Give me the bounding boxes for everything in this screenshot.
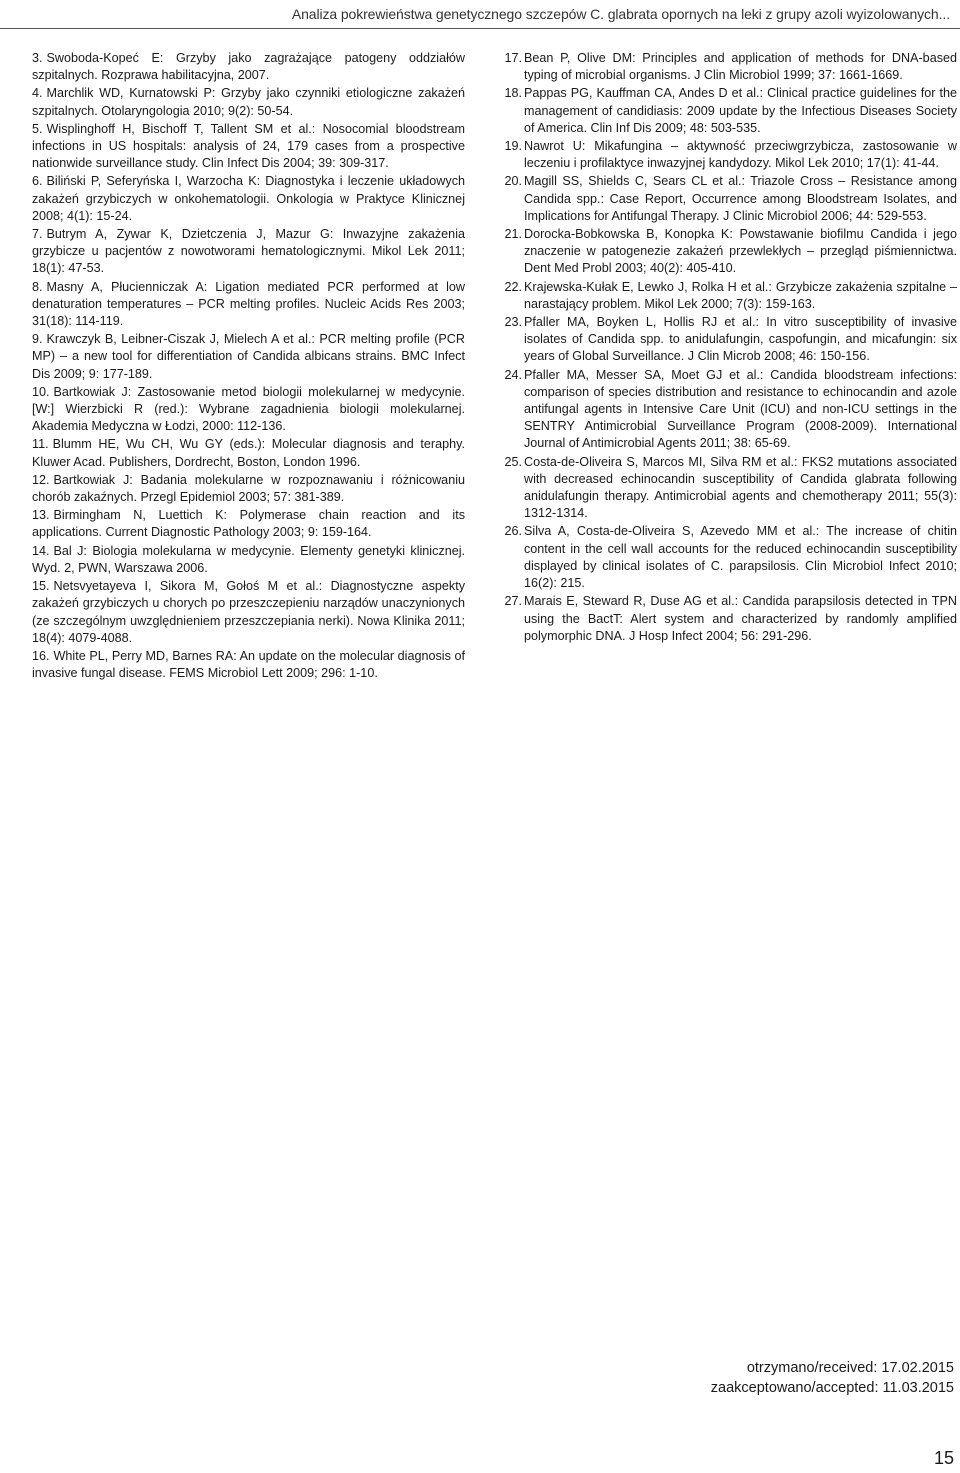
running-header-title: Analiza pokrewieństwa genetycznego szczepów C. glabrata opornych na leki z grupy azoli wyizolowanych... xyxy=(291,6,950,22)
reference-item: 19. Nawrot U: Mikafungina – aktywność przeciwgrzybicza, zastosowanie w leczeniu i profilaktyce inwazyjnej kandydozy. Mikol Lek 2010; 17(1): 41-44. xyxy=(504,139,957,171)
reference-item: 5. Wisplinghoff H, Bischoff T, Tallent SM et al.: Nosocomial bloodstream infections in US hospitals: analysis of 24, 179 cases from a prospective nationwide surveillance study. Clin Infect Dis 2004; 39: 309-317. xyxy=(32,121,465,171)
reference-item: 22. Krajewska-Kułak E, Lewko J, Rolka H et al.: Grzybicze zakażenia szpitalne – narastający problem. Mikol Lek 2000; 7(3): 159-163. xyxy=(504,279,957,311)
reference-item: 3. Swoboda-Kopeć E: Grzyby jako zagrażające patogeny oddziałów szpitalnych. Rozprawa habilitacyjna, 2007. xyxy=(32,51,465,83)
accepted-date: zaakceptowano/accepted: 11.03.2015 xyxy=(710,1380,954,1396)
reference-item: 6. Biliński P, Seferyńska I, Warzocha K: Diagnostyka i leczenie układowych zakażeń grzybiczych w onkohematologii. Onkologia w Praktyce Klinicznej 2008; 4(1): 15-24. xyxy=(32,174,465,223)
reference-item: 25. Costa-de-Oliveira S, Marcos MI, Silva RM et al.: FKS2 mutations associated with decreased echinocandin susceptibility of Candida glabrata following anidulafungin therapy. Antimicrobial agents and chemotherapy 2011; 55(3): 1312-1314. xyxy=(504,454,957,521)
reference-item: 11. Blumm HE, Wu CH, Wu GY (eds.): Molecular diagnosis and teraphy. Kluwer Acad. Publishers, Dordrecht, Boston, London 1996. xyxy=(32,437,465,469)
reference-item: 18. Pappas PG, Kauffman CA, Andes D et al.: Clinical practice guidelines for the management of candidiasis: 2009 update by the Infectious Diseases Society of America. Clin Inf Dis 2009; 48: 503-535. xyxy=(504,86,957,135)
reference-item: 17. Bean P, Olive DM: Principles and application of methods for DNA-based typing of microbial organisms. J Clin Microbiol 1999; 37: 1661-1669. xyxy=(504,51,957,83)
reference-item: 16. White PL, Perry MD, Barnes RA: An update on the molecular diagnosis of invasive fungal disease. FEMS Microbiol Lett 2009; 296: 1-10. xyxy=(32,648,465,681)
reference-item: 12. Bartkowiak J: Badania molekularne w rozpoznawaniu i różnicowaniu chorób zakaźnych. Przegl Epidemiol 2003; 57: 381-389. xyxy=(32,472,465,505)
reference-item: 7. Butrym A, Zywar K, Dzietczenia J, Mazur G: Inwazyjne zakażenia grzybicze u pacjentów z nowotworami hematologicznymi. Mikol Lek 2011; 18(1): 47-53. xyxy=(32,227,465,276)
reference-item: 27. Marais E, Steward R, Duse AG et al.: Candida parapsilosis detected in TPN using the BactT: Alert system and characterized by randomly amplified polymorphic DNA. J Hosp Infect 2004; 56: 291-296. xyxy=(504,594,957,643)
references-right-column xyxy=(500,50,957,646)
reference-item: 4. Marchlik WD, Kurnatowski P: Grzyby jako czynniki etiologiczne zakażeń szpitalnych. Otolaryngologia 2010; 9(2): 50-54. xyxy=(32,86,465,118)
reference-item: 21. Dorocka-Bobkowska B, Konopka K: Powstawanie biofilmu Candida i jego znaczenie w patogenezie zakażeń przewlekłych – przegląd piśmiennictwa. Dent Med Probl 2003; 40(2): 405-410. xyxy=(504,227,957,276)
reference-item: 26. Silva A, Costa-de-Oliveira S, Azevedo MM et al.: The increase of chitin content in the cell wall accounts for the reduced echinocandin susceptibility displayed by clinical isolates of C. parapsilosis. Clin Microbiol Infect 2010; 16(2): 215. xyxy=(504,524,957,591)
reference-item: 24. Pfaller MA, Messer SA, Moet GJ et al.: Candida bloodstream infections: comparison of species distribution and resistance to echinocandin and azole antifungal agents in Intensive Care Unit (ICU) and non-ICU settings in the SENTRY Antimicrobial Surveillance Program (2008-2009). International Journal of Antimicrobial Agents 2011; 38: 65-69. xyxy=(504,367,957,451)
submission-dates xyxy=(711,1358,954,1398)
reference-item: 13. Birmingham N, Luettich K: Polymerase chain reaction and its applications. Current Diagnostic Pathology 2003; 9: 159-164. xyxy=(32,508,465,540)
reference-item: 10. Bartkowiak J: Zastosowanie metod biologii molekularnej w medycynie. [W:] Wierzbicki R (red.): Wybrane zagadnienia biologii molekularnej. Akademia Medyczna w Łodzi, 2000: 112-136. xyxy=(32,384,465,434)
reference-item: 20. Magill SS, Shields C, Sears CL et al.: Triazole Cross – Resistance among Candida spp.: Case Report, Occurrence among Bloodstream Isolates, and Implications for Antifungal Therapy. J Clinic Microbiol 2006; 44: 529-553. xyxy=(504,174,957,223)
reference-item: 15. Netsvyetayeva I, Sikora M, Gołoś M et al.: Diagnostyczne aspekty zakażeń grzybiczych u chorych po przeszczepieniu narządów unaczynionych (ze szczególnym uwzględnieniem przeszczepiania nerki). Nowa Klinika 2011; 18(4): 4079-4088. xyxy=(32,579,465,645)
reference-item: 23. Pfaller MA, Boyken L, Hollis RJ et al.: In vitro susceptibility of invasive isolates of Candida spp. to anidulafungin, caspofungin, and micafungin: six years of Global Surveillance. J Clin Microb 2008; 46: 150-156. xyxy=(504,315,957,364)
references-left-column xyxy=(32,50,465,683)
received-date: otrzymano/received: 17.02.2015 xyxy=(746,1360,954,1376)
reference-item: 8. Masny A, Płucienniczak A: Ligation mediated PCR performed at low denaturation temperatures – PCR melting profiles. Nucleic Acids Res 2003; 31(18): 114-119. xyxy=(32,279,465,329)
running-header xyxy=(0,0,960,29)
reference-item: 14. Bal J: Biologia molekularna w medycynie. Elementy genetyki klinicznej. Wyd. 2, PWN, Warszawa 2006. xyxy=(32,543,465,575)
reference-item: 9. Krawczyk B, Leibner-Ciszak J, Mielech A et al.: PCR melting profile (PCR MP) – a new tool for differentiation of Candida albicans strains. BMC Infect Dis 2009; 9: 177-189. xyxy=(32,332,465,381)
page-number: 15 xyxy=(933,1448,954,1468)
